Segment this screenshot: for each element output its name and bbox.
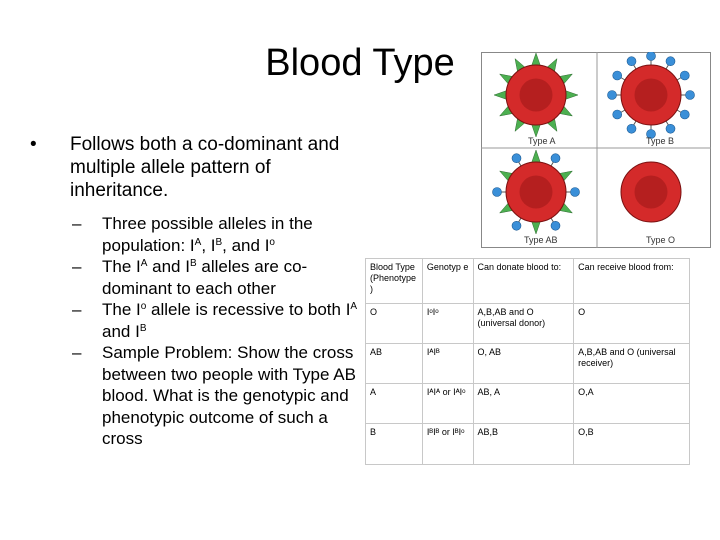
bullet-dot: • — [30, 134, 37, 155]
label-type-b: Type B — [646, 136, 675, 146]
dash: – — [72, 214, 82, 233]
table-cell: O,A — [574, 384, 690, 424]
text: The I — [102, 300, 141, 319]
sub-bullet-list — [72, 213, 362, 450]
table-cell: O — [366, 304, 423, 344]
table-row — [366, 344, 690, 384]
text: , I — [201, 235, 216, 255]
table-cell: A,B,AB and O (universal receiver) — [574, 344, 690, 384]
antigen-b-marker — [627, 57, 636, 66]
antigen-b-marker — [551, 221, 560, 230]
superscript: B — [215, 236, 223, 248]
dash: – — [72, 343, 82, 362]
superscript: A — [194, 236, 202, 248]
slide-title: Blood Type — [265, 42, 455, 84]
cell-center — [635, 176, 668, 209]
table-cell: IᴬIᴮ — [422, 344, 473, 384]
table-cell: B — [366, 424, 423, 465]
antigen-b-marker — [680, 71, 689, 80]
superscript: o — [269, 236, 275, 248]
blood-type-illustration — [481, 52, 711, 248]
antigen-b-marker — [512, 154, 521, 163]
table-cell: O,B — [574, 424, 690, 465]
cell-center — [520, 176, 553, 209]
table-cell: IᵒIᵒ — [422, 304, 473, 344]
antigen-b-marker — [666, 124, 675, 133]
antigen-b-marker — [551, 154, 560, 163]
red-blood-cell-o — [621, 162, 681, 222]
table-cell: AB, A — [473, 384, 574, 424]
table-cell: AB,B — [473, 424, 574, 465]
table-header: Can receive blood from: — [574, 259, 690, 304]
cell-center — [520, 79, 553, 112]
table-cell: AB — [366, 344, 423, 384]
sub-bullet-recessive — [72, 299, 362, 342]
text: The I — [102, 257, 141, 276]
antigen-b-marker — [512, 221, 521, 230]
antigen-b-marker — [627, 124, 636, 133]
superscript: o — [140, 301, 147, 312]
cell-center — [635, 79, 668, 112]
main-bullet — [30, 133, 350, 202]
table-row — [366, 384, 690, 424]
text: , and I — [222, 235, 270, 255]
text: and I — [147, 257, 190, 276]
table-header: Blood Type (Phenotype ) — [366, 259, 423, 304]
antigen-b-marker — [608, 91, 617, 100]
text: Sample Problem: Show the cross between two people with Type AB blood. What is the genotypic and phenotypic outcome of such a cross — [102, 343, 356, 448]
table-cell: O — [574, 304, 690, 344]
label-type-o: Type O — [646, 235, 676, 245]
table-cell: IᴮIᴮ or IᴮIᵒ — [422, 424, 473, 465]
antigen-b-marker — [686, 91, 695, 100]
label-type-ab: Type AB — [524, 235, 558, 245]
antigen-b-marker — [647, 52, 656, 61]
sub-bullet-sample-problem — [72, 342, 362, 450]
table-cell: IᴬIᴬ or IᴬIᵒ — [422, 384, 473, 424]
antigen-b-marker — [493, 188, 502, 197]
table-cell: A,B,AB and O (universal donor) — [473, 304, 574, 344]
antigen-b-marker — [613, 71, 622, 80]
antigen-b-marker — [613, 110, 622, 119]
table-row — [366, 424, 690, 465]
table-header: Can donate blood to: — [473, 259, 574, 304]
text: alleles are co-dominant to each other — [102, 257, 308, 298]
dash: – — [72, 257, 82, 276]
antigen-b-marker — [666, 57, 675, 66]
text: allele is recessive to both I — [146, 300, 351, 319]
table-row — [366, 304, 690, 344]
antigen-b-marker — [571, 188, 580, 197]
superscript: A — [350, 301, 358, 312]
superscript: B — [139, 322, 147, 334]
antigen-b-marker — [680, 110, 689, 119]
label-type-a: Type A — [528, 136, 556, 146]
table-header: Genotyp e — [422, 259, 473, 304]
sub-bullet-codominant — [72, 256, 362, 299]
table-cell: O, AB — [473, 344, 574, 384]
table-cell: A — [366, 384, 423, 424]
blood-type-table — [365, 258, 690, 465]
sub-bullet-alleles — [72, 213, 362, 256]
dash: – — [72, 300, 82, 319]
superscript: B — [189, 258, 197, 269]
text: and I — [102, 321, 140, 341]
table-header-row — [366, 259, 690, 304]
superscript: A — [140, 258, 148, 269]
text: Three possible alleles in the population: I — [102, 214, 313, 255]
main-bullet-text: Follows both a co-dominant and multiple allele pattern of inheritance. — [70, 134, 340, 201]
